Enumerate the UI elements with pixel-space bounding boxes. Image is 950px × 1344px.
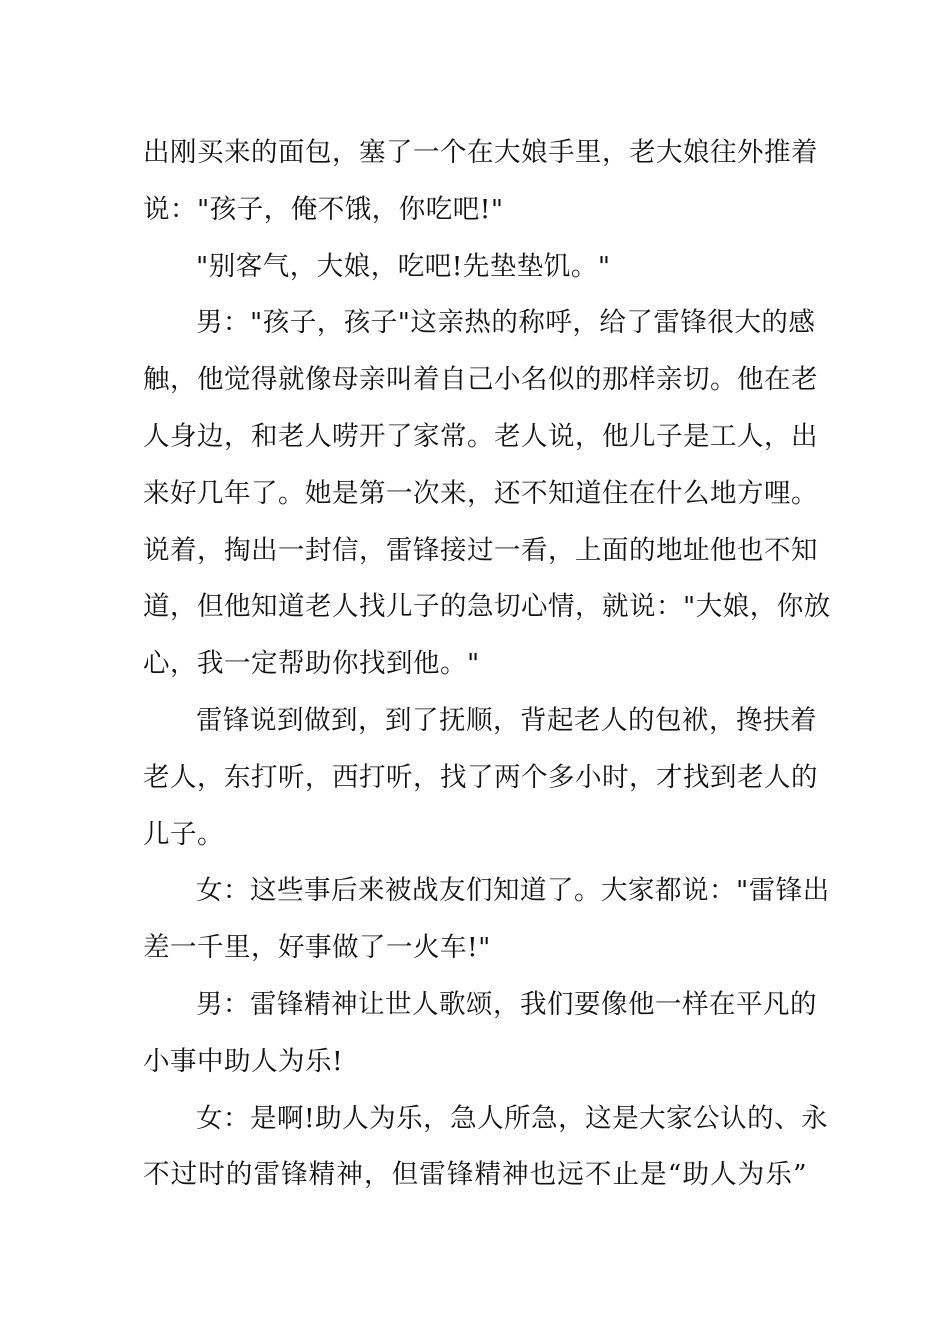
text-line: 心，我一定帮助你找到他。" — [143, 648, 480, 680]
document-body — [143, 125, 831, 1204]
text-line: 儿子。 — [143, 818, 224, 850]
text-line: 说着，掏出一封信，雷锋接过一看，上面的地址他也不知 — [143, 534, 818, 566]
text-line: 雷锋说到做到，到了抚顺，背起老人的包袱，搀扶着 — [196, 704, 817, 736]
text-line: 女：是啊!助人为乐，急人所急，这是大家公认的、永 — [196, 1102, 829, 1134]
text-line: 老人，东打听，西打听，找了两个多小时，才找到老人的 — [143, 761, 818, 793]
text-line: 小事中助人为乐! — [143, 1045, 344, 1077]
text-line: 不过时的雷锋精神，但雷锋精神也远不止是“助人为乐” — [143, 1159, 807, 1191]
text-line: 说："孩子，俺不饿，你吃吧!" — [143, 193, 504, 225]
text-line: 出刚买来的面包，塞了一个在大娘手里，老大娘往外推着 — [143, 137, 818, 168]
text-line: "别客气，大娘，吃吧!先垫垫饥。" — [196, 250, 611, 282]
text-line: 触，他觉得就像母亲叫着自己小名似的那样亲切。他在老 — [143, 364, 818, 396]
text-line: 男：雷锋精神让世人歌颂，我们要像他一样在平凡的 — [196, 988, 817, 1020]
text-line: 差一千里，好事做了一火车!" — [143, 932, 491, 964]
text-line: 人身边，和老人唠开了家常。老人说，他儿子是工人，出 — [143, 420, 818, 452]
text-line: 女：这些事后来被战友们知道了。大家都说："雷锋出 — [196, 875, 830, 907]
text-line: 道，但他知道老人找儿子的急切心情，就说："大娘，你放 — [143, 591, 831, 623]
text-line: 男："孩子，孩子"这亲热的称呼，给了雷锋很大的感 — [196, 307, 816, 339]
text-line: 来好几年了。她是第一次来，还不知道住在什么地方哩。 — [143, 477, 818, 509]
